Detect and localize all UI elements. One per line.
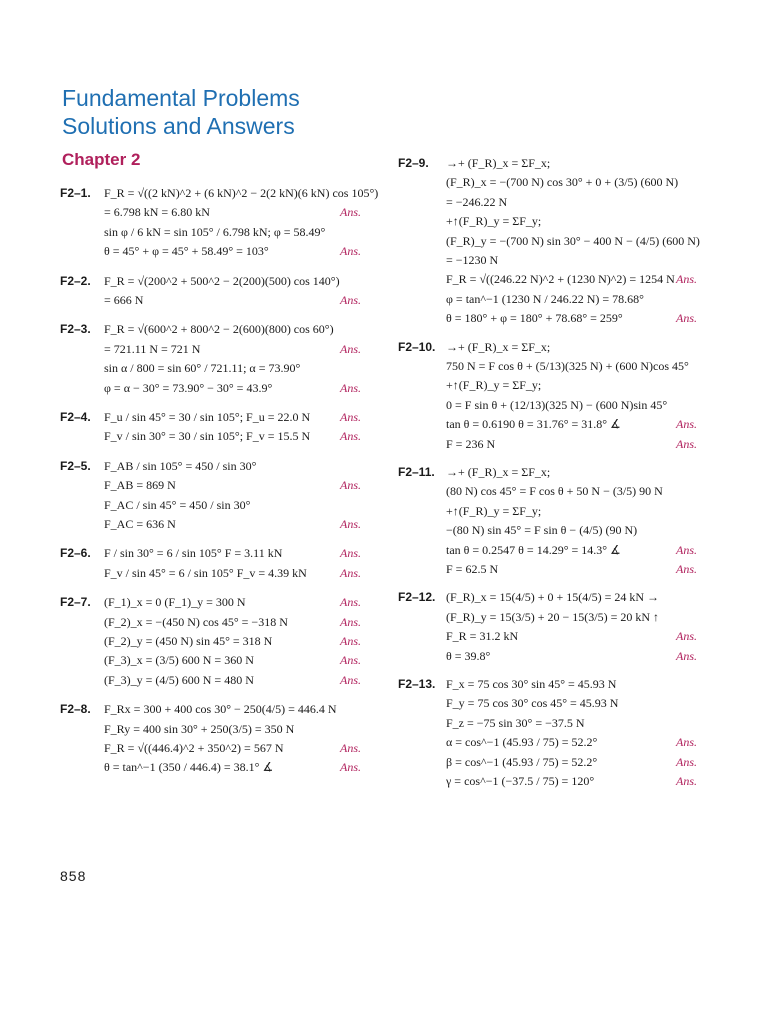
solution-line: F_R = √((2 kN)^2 + (6 kN)^2 − 2(2 kN)(6 kN) cos 105°) [104, 186, 379, 200]
solution-line: F = 62.5 N [446, 562, 499, 576]
answer-marker: Ans. [340, 478, 361, 493]
answer-marker: Ans. [676, 562, 697, 576]
answer-marker: Ans. [340, 741, 361, 755]
answer-marker: Ans. [340, 653, 361, 668]
solution-line: (F_R)_y = −(700 N) sin 30° − 400 N − (4/5) (600 N) [446, 233, 700, 248]
solution-line: φ = tan^−1 (1230 N / 246.22 N) = 78.68° [446, 291, 644, 306]
answer-marker: Ans. [340, 565, 361, 580]
problem-label: F2–12. [398, 590, 436, 605]
solution-line: γ = cos^−1 (−37.5 / 75) = 120° [446, 774, 595, 788]
solution-line: F_R = 31.2 kN [446, 629, 519, 644]
solution-line: F_x = 75 cos 30° sin 45° = 45.93 N [446, 677, 617, 691]
solution-line: →+ (F_R)_x = ΣF_x; [446, 156, 551, 170]
answer-marker: Ans. [676, 629, 697, 644]
solution-line: F_u / sin 45° = 30 / sin 105°; F_u = 22.0 N [104, 410, 311, 424]
solution-line: tan θ = 0.2547 θ = 14.29° = 14.3° ∡ [446, 542, 621, 557]
solution-line: tan θ = 0.6190 θ = 31.76° = 31.8° ∡ [446, 417, 621, 432]
solution-line: (F_3)_x = (3/5) 600 N = 360 N [104, 653, 254, 668]
solution-line: = −1230 N [446, 253, 499, 267]
solution-line: +↑(F_R)_y = ΣF_y; [446, 378, 542, 393]
problem-label: F2–6. [60, 546, 91, 561]
problem-label: F2–7. [60, 595, 91, 610]
solution-line: F_Rx = 300 + 400 cos 30° − 250(4/5) = 446.4 N [104, 702, 337, 717]
solution-line: θ = 180° + φ = 180° + 78.68° = 259° [446, 311, 623, 326]
solution-line: (80 N) cos 45° = F cos θ + 50 N − (3/5) 90 N [446, 484, 663, 499]
solution-line: sin α / 800 = sin 60° / 721.11; α = 73.90° [104, 361, 301, 376]
solution-line: F_R = √(200^2 + 500^2 − 2(200)(500) cos 140°) [104, 273, 340, 288]
solution-line: (F_R)_x = 15(4/5) + 0 + 15(4/5) = 24 kN → [446, 590, 660, 605]
solution-line: β = cos^−1 (45.93 / 75) = 52.2° [446, 754, 598, 769]
answer-marker: Ans. [340, 546, 361, 561]
answer-marker: Ans. [676, 311, 697, 326]
solution-line: (F_3)_y = (4/5) 600 N = 480 N [104, 672, 254, 687]
solution-line: (F_1)_x = 0 (F_1)_y = 300 N [104, 595, 246, 610]
solution-line: (F_2)_y = (450 N) sin 45° = 318 N [104, 634, 273, 648]
solution-line: F_v / sin 30° = 30 / sin 105°; F_v = 15.5 N [104, 429, 311, 444]
solution-line: 0 = F sin θ + (12/13)(325 N) − (600 N)sin 45° [446, 397, 668, 412]
answer-marker: Ans. [340, 672, 361, 687]
answer-marker: Ans. [676, 417, 697, 432]
solution-line: θ = 39.8° [446, 648, 491, 663]
problem-label: F2–3. [60, 322, 91, 337]
solution-line: +↑(F_R)_y = ΣF_y; [446, 214, 542, 229]
title-line-1: Fundamental Problems [62, 85, 300, 111]
solution-line: F_R = √((446.4)^2 + 350^2) = 567 N [104, 741, 284, 755]
answer-marker: Ans. [340, 595, 361, 610]
solution-line: F = 236 N [446, 436, 496, 451]
problem-label: F2–2. [60, 273, 91, 288]
answer-marker: Ans. [340, 760, 361, 775]
solution-line: (F_R)_x = −(700 N) cos 30° + 0 + (3/5) (600 N) [446, 175, 679, 190]
solution-line: F_y = 75 cos 30° cos 45° = 45.93 N [446, 696, 619, 711]
problem-label: F2–1. [60, 186, 91, 200]
answer-marker: Ans. [676, 648, 697, 663]
answer-marker: Ans. [676, 774, 697, 788]
answer-marker: Ans. [340, 341, 361, 356]
answer-marker: Ans. [676, 754, 697, 769]
solution-line: F_AC = 636 N [104, 517, 176, 531]
problem-label: F2–11. [398, 465, 435, 479]
solution-line: = −246.22 N [446, 194, 508, 209]
answer-marker: Ans. [340, 614, 361, 629]
solution-line: α = cos^−1 (45.93 / 75) = 52.2° [446, 735, 598, 750]
answer-marker: Ans. [340, 410, 361, 424]
title-line-2: Solutions and Answers [62, 113, 295, 139]
answer-marker: Ans. [340, 205, 361, 220]
solution-line: F_AC / sin 45° = 450 / sin 30° [104, 497, 251, 512]
solution-line: = 666 N [104, 293, 144, 307]
solution-line: φ = α − 30° = 73.90° − 30° = 43.9° [104, 380, 273, 395]
solution-line: (F_2)_x = −(450 N) cos 45° = −318 N [104, 614, 288, 629]
answer-marker: Ans. [676, 272, 697, 287]
answer-marker: Ans. [676, 735, 697, 750]
solution-line: F_R = √((246.22 N)^2 + (1230 N)^2) = 1254 N [446, 272, 675, 287]
solution-line: F_Ry = 400 sin 30° + 250(3/5) = 350 N [104, 721, 295, 736]
solution-line: F_R = √(600^2 + 800^2 − 2(600)(800) cos 60°) [104, 322, 334, 337]
solution-line: = 721.11 N = 721 N [104, 341, 201, 356]
answer-marker: Ans. [676, 542, 697, 557]
problem-label: F2–8. [60, 702, 91, 717]
answer-marker: Ans. [340, 380, 361, 395]
chapter-heading: Chapter 2 [62, 150, 141, 169]
solution-line: +↑(F_R)_y = ΣF_y; [446, 503, 542, 518]
problem-label: F2–9. [398, 156, 429, 170]
solution-line: 750 N = F cos θ + (5/13)(325 N) + (600 N)cos 45° [446, 359, 689, 373]
solution-line: F_AB / sin 105° = 450 / sin 30° [104, 458, 257, 473]
solution-line: →+ (F_R)_x = ΣF_x; [446, 465, 551, 479]
solution-line: F / sin 30° = 6 / sin 105° F = 3.11 kN [104, 546, 283, 561]
answer-marker: Ans. [340, 244, 361, 259]
answer-marker: Ans. [340, 293, 361, 307]
solution-line: sin φ / 6 kN = sin 105° / 6.798 kN; φ = 58.49° [104, 224, 326, 239]
page-title [62, 84, 300, 140]
solution-line: θ = 45° + φ = 45° + 58.49° = 103° [104, 244, 269, 259]
solution-line: (F_R)_y = 15(3/5) + 20 − 15(3/5) = 20 kN ↑ [446, 609, 660, 624]
answer-marker: Ans. [340, 517, 361, 531]
solution-line: F_v / sin 45° = 6 / sin 105° F_v = 4.39 kN [104, 565, 307, 580]
problem-label: F2–4. [60, 410, 91, 424]
problem-label: F2–13. [398, 677, 436, 691]
problem-label: F2–5. [60, 458, 91, 473]
answer-marker: Ans. [676, 436, 697, 451]
solution-line: = 6.798 kN = 6.80 kN [104, 205, 210, 220]
solution-line: F_z = −75 sin 30° = −37.5 N [446, 715, 585, 730]
solution-line: θ = tan^−1 (350 / 446.4) = 38.1° ∡ [104, 760, 274, 775]
answer-marker: Ans. [340, 634, 361, 648]
solution-line: →+ (F_R)_x = ΣF_x; [446, 339, 551, 354]
solution-line: −(80 N) sin 45° = F sin θ − (4/5) (90 N) [446, 523, 638, 538]
problem-label: F2–10. [398, 339, 436, 354]
page-number: 858 [60, 868, 87, 884]
solution-line: F_AB = 869 N [104, 478, 176, 493]
answer-marker: Ans. [340, 429, 361, 444]
